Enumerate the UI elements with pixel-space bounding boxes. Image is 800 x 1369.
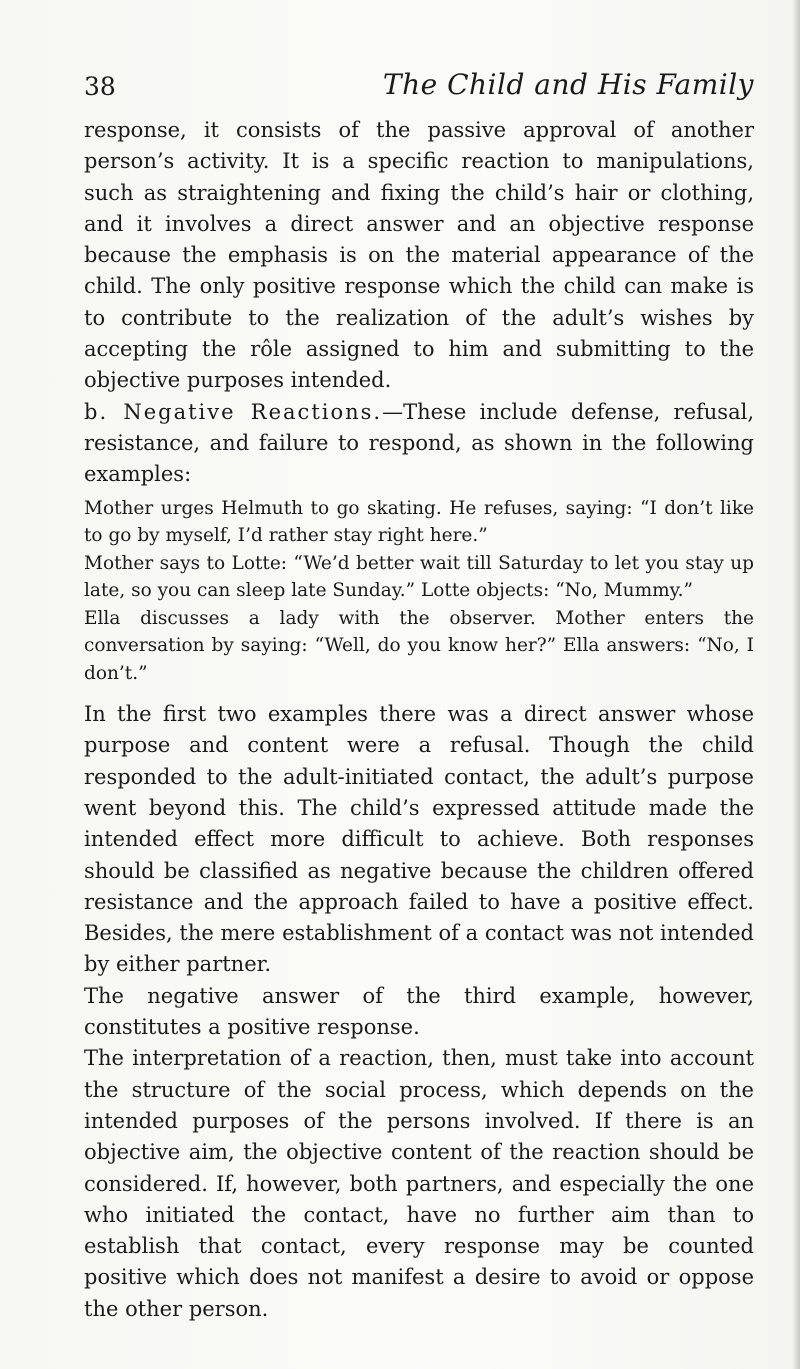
paragraph-negative-reactions (84, 397, 754, 491)
examples-block (84, 495, 754, 688)
section-heading-negative-reactions: b. Negative Reactions. (84, 399, 383, 424)
paragraph-3: In the first two examples there was a direct answer whose purpose and content were a refusal. Though the child responded to the adult-initiated contact, the adult’s purpose went beyond this. The child’s expressed attitude made the intended effect more difficult to achieve. Both responses should be classified as negative because the children offered resistance and the approach failed to have a positive effect. Besides, the mere establishment of a contact was not intended by either partner. (84, 702, 754, 977)
paragraph-1: response, it consists of the passive approval of another person’s activity. It is a specific reaction to manipulations, such as straightening and fixing the child’s hair or clothing, and it involves a direct answer and an objective response because the emphasis is on the material appearance of the child. The only positive response which the child can make is to contribute to the realization of the adult’s wishes by accepting the rôle assigned to him and submitting to the objective purposes intended. (84, 118, 754, 393)
paragraph-4: The negative answer of the third example, however, constitutes a positive response. (84, 983, 754, 1040)
page-body (84, 115, 754, 1325)
example-1: Mother urges Helmuth to go skating. He refuses, saying: “I don’t like to go by myself, I’d rather stay right here.” (84, 497, 754, 547)
page-edge-shadow (792, 0, 800, 1369)
paragraph-2-text: —These include defense, refusal, resistance, and failure to respond, as shown in the following examples: (84, 399, 754, 487)
page-number: 38 (84, 72, 116, 101)
paragraph-5: The interpretation of a reaction, then, must take into account the structure of the social process, which depends on the intended purposes of the persons involved. If there is an objective aim, the objective content of the reaction should be considered. If, however, both partners, and especially the one who initiated the contact, have no further aim than to establish that contact, every response may be counted positive which does not manifest a desire to avoid or oppose the other person. (84, 1046, 754, 1321)
example-2: Mother says to Lotte: “We’d better wait till Saturday to let you stay up late, so you can sleep late Sunday.” Lotte objects: “No, Mummy.” (84, 552, 754, 602)
running-title: The Child and His Family (382, 68, 754, 101)
example-3: Ella discusses a lady with the observer. Mother enters the conversation by saying: “Well, do you know her?” Ella answers: “No, I don’t.” (84, 607, 754, 684)
page-header (84, 68, 754, 108)
